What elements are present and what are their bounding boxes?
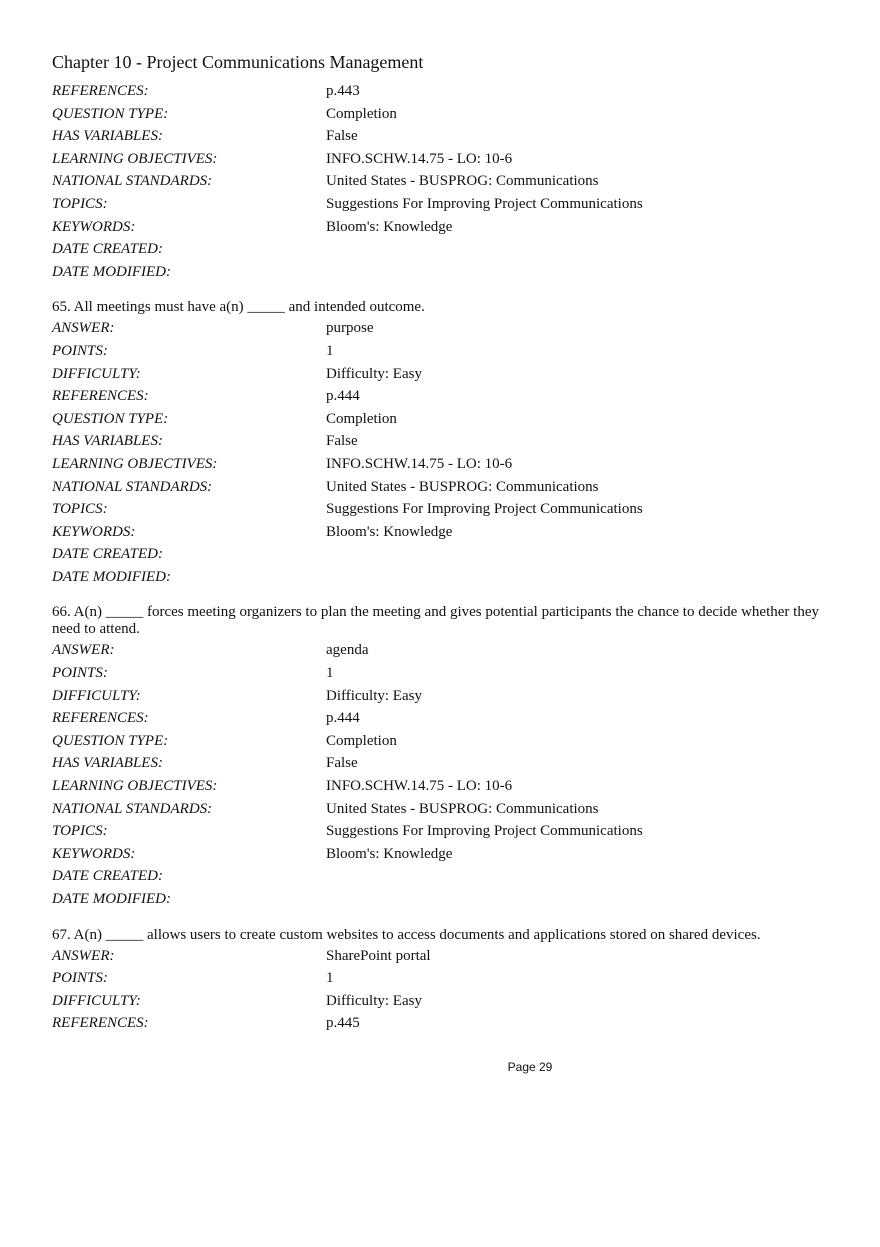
metadata-label: NATIONAL STANDARDS:	[52, 478, 213, 495]
metadata-label: KEYWORDS:	[52, 523, 136, 540]
metadata-label: DATE MODIFIED:	[52, 891, 171, 907]
metadata-value: Difficulty: Easy	[326, 365, 422, 382]
metadata-row	[52, 990, 842, 1013]
metadata-value: agenda	[326, 642, 369, 659]
metadata-label: DIFFICULTY:	[52, 992, 141, 1009]
metadata-value: Bloom's: Knowledge	[326, 845, 453, 862]
metadata-value: 1	[326, 970, 334, 987]
metadata-label: TOPICS:	[52, 501, 108, 518]
document-page	[52, 50, 842, 1035]
question-text: 66. A(n) _____ forces meeting organizers to plan the meeting and gives potential participants the chance to decide whether they need to attend.	[52, 604, 819, 638]
metadata-label: NATIONAL STANDARDS:	[52, 800, 213, 817]
metadata-label: ANSWER:	[52, 947, 115, 964]
metadata-row	[52, 453, 842, 476]
metadata-value: Suggestions For Improving Project Communications	[326, 823, 643, 840]
metadata-value: Suggestions For Improving Project Communications	[326, 501, 643, 518]
metadata-row	[52, 103, 842, 126]
question-block	[52, 299, 842, 588]
question-text: 67. A(n) _____ allows users to create custom websites to access documents and applications stored on shared devices.	[52, 926, 761, 943]
metadata-value	[326, 566, 842, 589]
metadata-label: DATE CREATED:	[52, 241, 163, 258]
metadata-row	[52, 385, 842, 408]
metadata-value: Completion	[326, 410, 397, 427]
metadata-value: p.444	[326, 710, 360, 727]
metadata-value: p.445	[326, 1015, 360, 1032]
metadata-row	[52, 80, 842, 103]
metadata-row	[52, 888, 842, 911]
metadata-label: POINTS:	[52, 970, 108, 987]
metadata-row	[52, 238, 842, 261]
metadata-value: United States - BUSPROG: Communications	[326, 173, 599, 190]
metadata-label: NATIONAL STANDARDS:	[52, 173, 213, 190]
metadata-row	[52, 148, 842, 171]
metadata-label: DIFFICULTY:	[52, 687, 141, 704]
metadata-label: LEARNING OBJECTIVES:	[52, 150, 218, 167]
metadata-value: Bloom's: Knowledge	[326, 218, 453, 235]
metadata-row	[52, 216, 842, 239]
metadata-row	[52, 967, 842, 990]
metadata-row	[52, 566, 842, 589]
metadata-value: INFO.SCHW.14.75 - LO: 10-6	[326, 455, 513, 472]
metadata-label: KEYWORDS:	[52, 845, 136, 862]
metadata-row	[52, 521, 842, 544]
metadata-label: POINTS:	[52, 665, 108, 682]
metadata-row	[52, 707, 842, 730]
metadata-label: KEYWORDS:	[52, 218, 136, 235]
page-number: Page 29	[507, 1060, 553, 1074]
metadata-row	[52, 261, 842, 284]
metadata-row	[52, 408, 842, 431]
metadata-row	[52, 820, 842, 843]
metadata-label: DATE CREATED:	[52, 868, 163, 885]
metadata-row	[52, 125, 842, 148]
metadata-value: Suggestions For Improving Project Communications	[326, 195, 643, 212]
metadata-value: False	[326, 755, 358, 772]
metadata-row	[52, 662, 842, 685]
question-list	[52, 299, 842, 1035]
metadata-row	[52, 430, 842, 453]
metadata-value: Difficulty: Easy	[326, 687, 422, 704]
metadata-row	[52, 498, 842, 521]
question-text: 65. All meetings must have a(n) _____ and intended outcome.	[52, 299, 425, 316]
metadata-value: United States - BUSPROG: Communications	[326, 800, 599, 817]
page-footer	[0, 1060, 880, 1074]
metadata-label: LEARNING OBJECTIVES:	[52, 778, 218, 795]
metadata-row	[52, 685, 842, 708]
metadata-row	[52, 798, 842, 821]
metadata-row	[52, 730, 842, 753]
question-block	[52, 927, 842, 1035]
metadata-row	[52, 865, 842, 888]
metadata-row	[52, 340, 842, 363]
metadata-row	[52, 363, 842, 386]
metadata-label: TOPICS:	[52, 195, 108, 212]
metadata-row	[52, 775, 842, 798]
metadata-label: REFERENCES:	[52, 388, 149, 405]
metadata-label: HAS VARIABLES:	[52, 128, 163, 145]
metadata-label: DIFFICULTY:	[52, 365, 141, 382]
metadata-row	[52, 193, 842, 216]
metadata-value: Bloom's: Knowledge	[326, 523, 453, 540]
metadata-value: 1	[326, 342, 334, 359]
metadata-value: SharePoint portal	[326, 947, 431, 964]
metadata-label: HAS VARIABLES:	[52, 755, 163, 772]
metadata-row	[52, 752, 842, 775]
previous-question-metadata	[52, 80, 842, 283]
metadata-label: QUESTION TYPE:	[52, 732, 169, 749]
metadata-label: LEARNING OBJECTIVES:	[52, 455, 218, 472]
metadata-row	[52, 170, 842, 193]
metadata-value: False	[326, 128, 358, 145]
metadata-value: 1	[326, 665, 334, 682]
metadata-value	[326, 261, 842, 284]
metadata-row	[52, 317, 842, 340]
metadata-label: QUESTION TYPE:	[52, 105, 169, 122]
metadata-row	[52, 543, 842, 566]
metadata-row	[52, 476, 842, 499]
metadata-label: QUESTION TYPE:	[52, 410, 169, 427]
metadata-label: REFERENCES:	[52, 710, 149, 727]
metadata-row	[52, 945, 842, 968]
metadata-label: HAS VARIABLES:	[52, 433, 163, 450]
metadata-value: INFO.SCHW.14.75 - LO: 10-6	[326, 150, 513, 167]
metadata-label: DATE CREATED:	[52, 546, 163, 563]
chapter-title: Chapter 10 - Project Communications Management	[52, 52, 424, 72]
metadata-label: POINTS:	[52, 342, 108, 359]
metadata-value	[326, 543, 842, 566]
metadata-value: purpose	[326, 320, 374, 337]
metadata-label: REFERENCES:	[52, 83, 149, 99]
metadata-value	[326, 888, 842, 911]
metadata-value: United States - BUSPROG: Communications	[326, 478, 599, 495]
metadata-value: p.444	[326, 388, 360, 405]
metadata-label: TOPICS:	[52, 823, 108, 840]
metadata-label: ANSWER:	[52, 320, 115, 337]
metadata-row	[52, 843, 842, 866]
metadata-value	[326, 865, 842, 888]
metadata-value: Completion	[326, 732, 397, 749]
metadata-label: REFERENCES:	[52, 1015, 149, 1032]
metadata-value: p.443	[326, 83, 360, 99]
metadata-row	[52, 639, 842, 662]
metadata-label: ANSWER:	[52, 642, 115, 659]
metadata-label: DATE MODIFIED:	[52, 263, 171, 280]
metadata-label: DATE MODIFIED:	[52, 568, 171, 585]
question-block	[52, 604, 842, 910]
metadata-value: False	[326, 433, 358, 450]
metadata-row	[52, 1012, 842, 1035]
metadata-value	[326, 238, 842, 261]
metadata-value: Completion	[326, 105, 397, 122]
metadata-value: INFO.SCHW.14.75 - LO: 10-6	[326, 778, 513, 795]
metadata-value: Difficulty: Easy	[326, 992, 422, 1009]
